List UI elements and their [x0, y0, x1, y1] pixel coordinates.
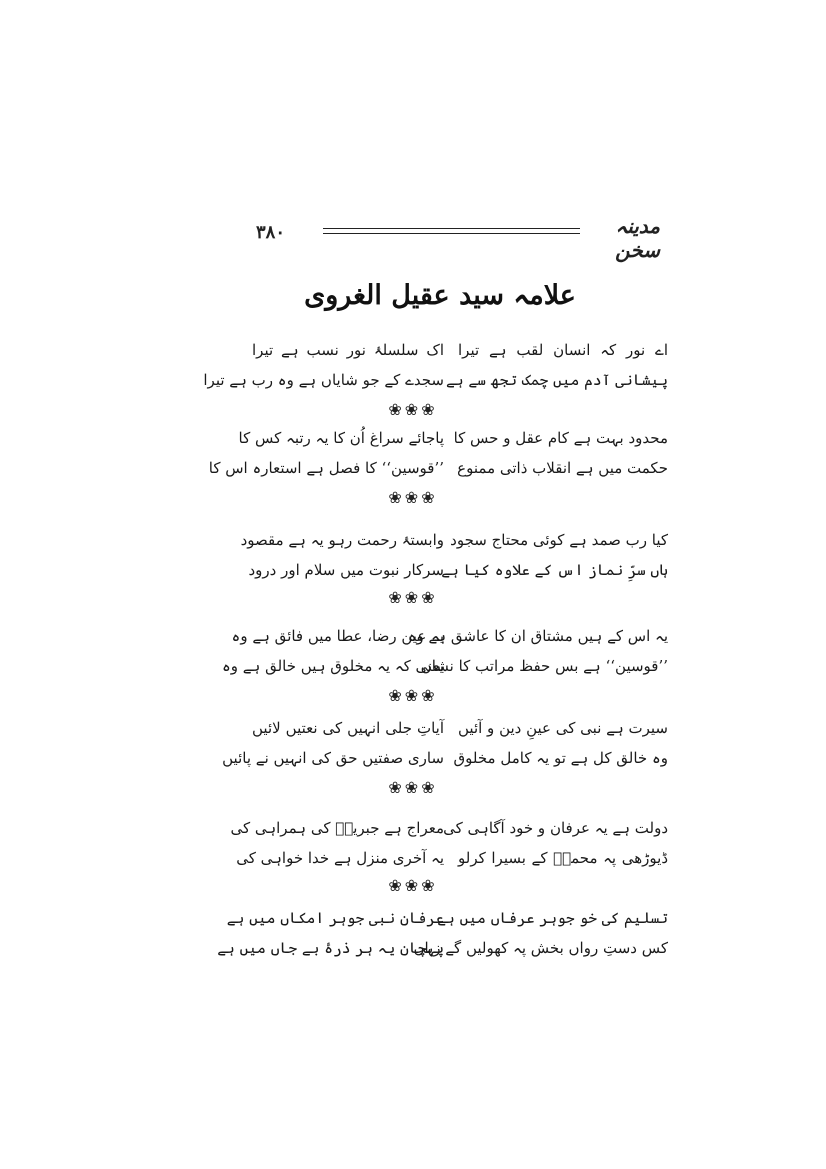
- misra-left: اک سلسلۂ نور نسب ہے تیرا: [252, 341, 444, 359]
- stanza-separator: ❀❀❀: [388, 686, 438, 705]
- misra-left: پاجائے سراغ اُن کا یہ رتبہ کس کا: [238, 429, 444, 447]
- misra-left: وابستۂ رحمت رہو یہ ہے مقصود: [240, 531, 444, 549]
- poet-title: علامہ سید عقیل الغروی: [304, 280, 576, 311]
- misra-left: یعنی کہ یہ مخلوق ہیں خالق ہے وہ: [221, 657, 444, 675]
- stanza-separator: ❀❀❀: [388, 876, 438, 895]
- misra-left: ’’قوسین‘‘ کا فصل ہے استعارہ اس کا: [208, 459, 444, 477]
- verse-line: [0, 456, 826, 486]
- misra-left: سجدے کے جو شایاں ہے وہ رب ہے تیرا: [203, 371, 444, 389]
- stanza: [0, 624, 826, 684]
- misra-right: دولت ہے یہ عرفان و خود آگاہی کی: [443, 819, 668, 837]
- misra-right: ’’قوسین‘‘ ہے بس حفظ مراتب کا نشاں: [420, 657, 668, 675]
- stanza: [0, 338, 826, 398]
- misra-left: سرکار نبوت میں سلام اور درود: [248, 561, 444, 579]
- stanza-separator: ❀❀❀: [388, 778, 438, 797]
- verse-line: [0, 368, 826, 398]
- verse-line: [0, 846, 826, 876]
- misra-right: محدود بہت ہے کام عقل و حس کا: [453, 429, 668, 447]
- misra-left: آیاتِ جلی انہیں کی نعتیں لائیں: [252, 719, 444, 737]
- verse-line: [0, 528, 826, 558]
- misra-right: وہ خالق کل ہے تو یہ کامل مخلوق: [453, 749, 668, 767]
- header-rule-bottom: [323, 233, 580, 234]
- misra-right: یہ اس کے ہیں مشتاق ان کا عاشق ہے وہ: [407, 627, 668, 645]
- stanza-separator: ❀❀❀: [388, 488, 438, 507]
- verse-line: [0, 716, 826, 746]
- stanza-separator: ❀❀❀: [388, 588, 438, 607]
- verse-line: [0, 558, 826, 588]
- misra-right: کس دستِ رواں بخش پہ کھولیں گے زباں: [413, 939, 668, 957]
- misra-left: پہچان یہ ہر ذرۂ بے جاں میں ہے: [217, 939, 444, 957]
- misra-right: پیشانی آدم میں چمک تجھ سے ہے: [446, 371, 668, 389]
- misra-left: عرفانِ نبی جوہر امکاں میں ہے: [226, 909, 444, 927]
- misra-right: اے نور کہ انسان لقب ہے تیرا: [458, 341, 668, 359]
- misra-right: سیرت ہے نبی کی عینِ دین و آئیں: [458, 719, 668, 737]
- verse-line: [0, 936, 826, 966]
- misra-right: ڈیوڑھی پہ محمدؐ کے بسیرا کرلو: [458, 849, 668, 867]
- misra-left: معراج ہے جبریلؑ کی ہمراہی کی: [230, 819, 444, 837]
- verse-line: [0, 746, 826, 776]
- misra-right: حکمت میں ہے انقلاب ذاتی ممنوع: [457, 459, 668, 477]
- stanza: [0, 816, 826, 876]
- misra-left: ساری صفتیں حق کی انہیں نے پائیں: [222, 749, 444, 767]
- stanza-separator: ❀❀❀: [388, 400, 438, 419]
- verse-line: [0, 426, 826, 456]
- running-head: مدینہ سخن: [615, 214, 660, 262]
- verse-line: [0, 906, 826, 936]
- misra-left: یہ آخری منزل ہے خدا خواہی کی: [236, 849, 444, 867]
- page-number: ۳۸۰: [256, 222, 286, 243]
- stanza: [0, 906, 826, 966]
- misra-left: یہ عین رضا، عطا میں فائق ہے وہ: [231, 627, 444, 645]
- verse-line: [0, 338, 826, 368]
- stanza: [0, 426, 826, 486]
- verse-line: [0, 654, 826, 684]
- verse-line: [0, 816, 826, 846]
- verse-line: [0, 624, 826, 654]
- misra-right: تسلیم کی خو جوہر عرفاں میں ہے: [437, 909, 668, 927]
- stanza: [0, 716, 826, 776]
- misra-right: ہاں سرِّ نماز اس کے علاوہ کیا ہے: [441, 561, 668, 579]
- misra-right: کیا رب صمد ہے کوئی محتاج سجود: [450, 531, 668, 549]
- header-rule-top: [323, 228, 580, 229]
- stanza: [0, 528, 826, 588]
